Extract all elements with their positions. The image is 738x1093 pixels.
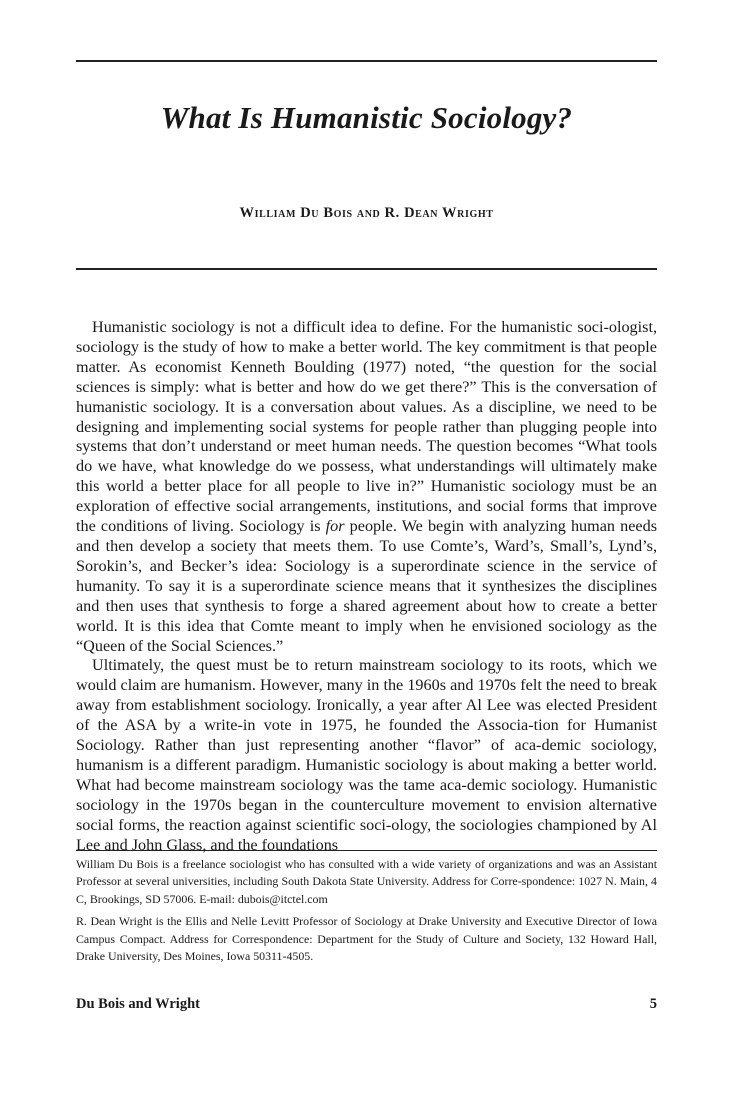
footnote-author-2: R. Dean Wright is the Ellis and Nelle Levitt Professor of Sociology at Drake University and Executive Director of Iowa Campus Compact. Address for Correspondence: Department for the Study of Culture and Society, 132 Howard Hall, Drake University, Des Moines, Iowa 50311-4505. xyxy=(76,914,657,964)
article-title: What Is Humanistic Sociology? xyxy=(160,100,573,135)
body-paragraph: Ultimately, the quest must be to return mainstream sociology to its roots, which we would claim are humanism. However, many in the 1960s and 1970s felt the need to break away from establishment sociology. Ironically, a year after Al Lee was elected President of the ASA by a write-in vote in 1975, he founded the Associa-tion for Humanist Sociology. Rather than just representing another “flavor” of aca-demic sociology, humanism is a different paradigm. Humanistic sociology is about making a better world. What had become mainstream sociology was the tame aca-demic sociology. Humanistic sociology in the 1970s began in the counterculture movement to envision alternative social forms, the reaction against scientific soci-ology, the sociologies championed by Al Lee and John Glass, and the foundations xyxy=(76,656,657,854)
header-rule xyxy=(76,268,657,270)
page-number: 5 xyxy=(649,996,657,1012)
body-paragraph xyxy=(76,318,657,656)
footnotes xyxy=(76,856,657,970)
article-authors: William Du Bois and R. Dean Wright xyxy=(239,205,494,221)
footnote-rule xyxy=(76,850,657,851)
emphasis-text: for xyxy=(325,517,345,536)
paragraph-text: people. We begin with analyzing human needs and then develop a society that meets them. To use Comte’s, Ward’s, Small’s, Lynd’s, Sorokin’s, and Becker’s idea: Sociology is a superordinate science in the service of humanity. To say it is a superordinate science means that it synthesizes the disciplines and then uses that synthesis to forge a shared agreement about how to create a better world. It is this idea that Comte meant to imply when he envisioned sociology as the “Queen of the Social Sciences.” xyxy=(76,517,657,655)
footnote-author-1: William Du Bois is a freelance sociologist who has consulted with a wide variety of organizations and was an Assistant Professor at several universities, including South Dakota State University. Address for Corre-spondence: 1027 N. Main, 4 C, Brookings, SD 57006. E-mail: dubois@itctel.com xyxy=(76,857,657,906)
article-body xyxy=(76,318,657,855)
top-rule xyxy=(76,60,657,62)
running-head: Du Bois and Wright xyxy=(76,996,200,1012)
paragraph-text: Humanistic sociology is not a difficult idea to define. For the humanistic soci-ologist, sociology is the study of how to make a better world. The key commitment is that people matter. As economist Kenneth Boulding (1977) noted, “the question for the social sciences is simply: what is better and how do we get there?” This is the conversation of humanistic sociology. It is a conversation about values. As a discipline, we need to be designing and implementing social systems for people rather than plugging people into systems that don’t understand or meet human needs. The question becomes “What tools do we have, what knowledge do we possess, what understandings will ultimately make this world a better place for all people to live in?” Humanistic sociology must be an exploration of effective social arrangements, institutions, and social forms that improve the conditions of living. Sociology is xyxy=(76,318,657,536)
